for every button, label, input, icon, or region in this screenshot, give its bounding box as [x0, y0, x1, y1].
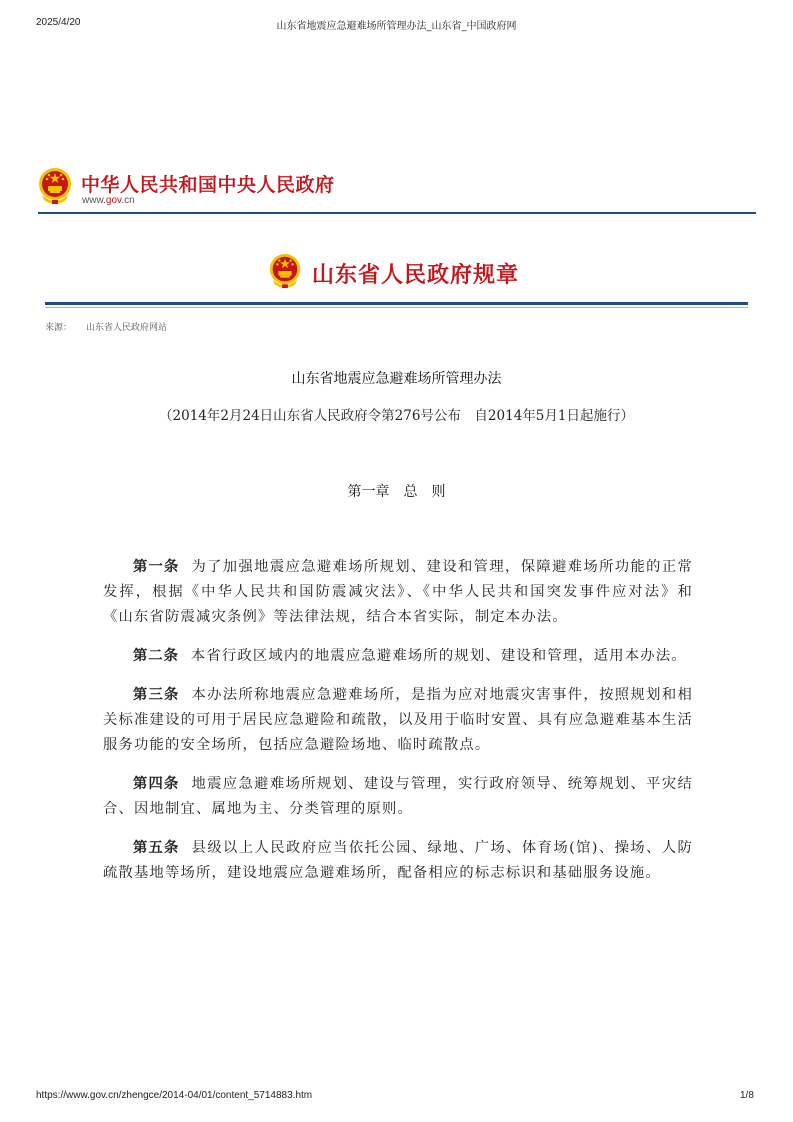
article-paragraph: [103, 644, 693, 669]
source-label: 来源：: [45, 323, 73, 333]
print-footer-url: https://www.gov.cn/zhengce/2014-04/01/content_5714883.htm: [36, 1090, 313, 1101]
article-label: 第四条: [133, 776, 180, 792]
site-prefix: www.: [82, 195, 106, 206]
article-list: [103, 555, 693, 900]
print-header: [0, 0, 793, 40]
article-label: 第二条: [133, 648, 179, 664]
article-label: 第一条: [133, 559, 180, 575]
article-text: 地震应急避难场所规划、建设与管理，实行政府领导、统筹规划、平灾结合、因地制宜、属地为主、分类管理的原则。: [103, 776, 694, 817]
chapter-heading: 第一章 总 则: [347, 484, 446, 500]
gov-site-title[interactable]: 中华人民共和国中央人民政府: [81, 174, 335, 196]
header-divider: [38, 212, 756, 214]
document-title: 山东省地震应急避难场所管理办法: [291, 371, 502, 387]
banner-divider-thin: [45, 307, 748, 308]
article-paragraph: [103, 836, 693, 886]
article-paragraph: [103, 772, 693, 822]
print-page-title: 山东省地震应急避难场所管理办法_山东省_中国政府网: [276, 21, 517, 32]
print-page-number: 1/8: [740, 1090, 754, 1101]
print-date: 2025/4/20: [36, 17, 81, 28]
article-paragraph: [103, 555, 693, 630]
article-text: 县级以上人民政府应当依托公园、绿地、广场、体育场(馆)、操场、人防疏散基地等场所，建设地震应急避难场所，配备相应的标志标识和基础服务设施。: [103, 840, 693, 881]
site-accent: gov: [105, 195, 122, 206]
national-emblem-icon: [268, 253, 302, 289]
article-text: 本省行政区域内的地震应急避难场所的规划、建设和管理，适用本办法。: [190, 648, 687, 664]
document-subtitle: （2014年2月24日山东省人民政府令第276号公布 自2014年5月1日起施行）: [159, 408, 634, 424]
article-text: 为了加强地震应急避难场所规划、建设和管理，保障避难场所功能的正常发挥，根据《中华人民共和国防震减灾法》、《中华人民共和国突发事件应对法》和《山东省防震减灾条例》等法律法规，结合本省实际，制定本办法。: [103, 559, 694, 625]
article-text: 本办法所称地震应急避难场所，是指为应对地震灾害事件，按照规划和相关标准建设的可用于居民应急避险和疏散，以及用于临时安置、具有应急避难基本生活服务功能的安全场所，包括应急避险场地、临时疏散点。: [103, 687, 694, 753]
source-line: [45, 320, 167, 333]
province-regulation-banner: 山东省人民政府规章: [312, 262, 520, 288]
banner-divider: [45, 302, 748, 305]
source-value: 山东省人民政府网站: [86, 323, 168, 333]
gov-site-url[interactable]: [82, 195, 135, 206]
national-emblem-icon[interactable]: [38, 167, 72, 205]
article-label: 第三条: [133, 687, 180, 703]
article-paragraph: [103, 683, 693, 758]
article-label: 第五条: [133, 840, 180, 856]
site-suffix: .cn: [121, 195, 135, 206]
